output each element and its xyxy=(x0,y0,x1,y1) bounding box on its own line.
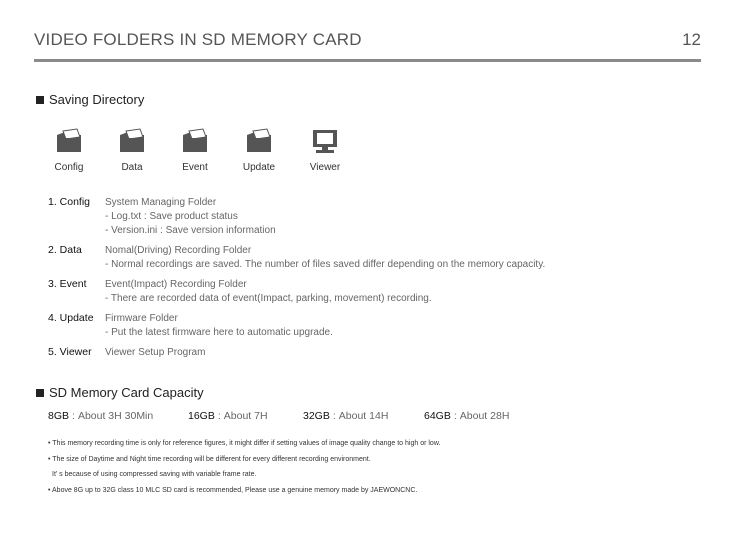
capacity-separator: : xyxy=(332,410,336,422)
page-header xyxy=(34,30,701,66)
capacity-time: About 28H xyxy=(459,410,510,422)
directory-entry-line: Event(Impact) Recording Folder xyxy=(105,279,247,290)
note-line: • This memory recording time is only for reference figures, it might differ if setting values of image quality change to high or low. xyxy=(48,440,441,447)
header-divider xyxy=(34,59,701,62)
directory-entry-name: 4. Update xyxy=(48,312,94,324)
folder-label: Event xyxy=(182,162,208,173)
bullet-square-icon xyxy=(36,389,44,397)
note-line: It' s because of using compressed saving with variable frame rate. xyxy=(52,471,257,478)
capacity-item-32gb xyxy=(303,410,388,422)
folder-icon xyxy=(118,128,146,154)
monitor-icon xyxy=(311,128,339,154)
folder-icon xyxy=(245,128,273,154)
capacity-size: 8GB xyxy=(48,410,70,422)
saving-directory-heading-text: Saving Directory xyxy=(49,92,145,107)
capacity-size: 32GB xyxy=(303,410,330,422)
capacity-item-64gb xyxy=(424,410,509,422)
folder-icon xyxy=(181,128,209,154)
folder-icon-row xyxy=(44,128,354,180)
capacity-separator: : xyxy=(72,410,75,422)
capacity-size: 16GB xyxy=(188,410,215,422)
directory-entry-line: Viewer Setup Program xyxy=(105,347,206,358)
directory-entry-line: - Version.ini : Save version information xyxy=(105,225,276,236)
directory-entry-config xyxy=(48,196,688,238)
directory-entry-viewer xyxy=(48,346,688,360)
note-line: • The size of Daytime and Night time recording will be different for every different recording environment. xyxy=(48,455,371,463)
directory-entry-line: - Normal recordings are saved. The number of files saved differ depending on the memory capacity. xyxy=(105,259,546,270)
folder-update xyxy=(234,128,284,173)
folder-config xyxy=(44,128,94,173)
capacity-time: About 14H xyxy=(338,410,389,422)
capacity-size: 64GB xyxy=(424,410,451,422)
capacity-time: About 3H 30Min xyxy=(77,410,154,422)
directory-entry-line: System Managing Folder xyxy=(105,197,217,208)
directory-entry-line: - Put the latest firmware here to automatic upgrade. xyxy=(105,327,333,338)
folder-label: Viewer xyxy=(309,162,341,173)
folder-label: Data xyxy=(121,162,143,173)
directory-entry-update xyxy=(48,312,688,340)
page-title: VIDEO FOLDERS IN SD MEMORY CARD xyxy=(34,30,362,49)
note-line: • Above 8G up to 32G class 10 MLC SD card is recommended, Please use a genuine memory made by JAEWONCNC. xyxy=(48,486,418,494)
directory-entry-line: Firmware Folder xyxy=(105,313,178,324)
page-number: 12 xyxy=(682,30,701,49)
capacity-item-8gb xyxy=(48,410,153,422)
folder-label: Config xyxy=(54,162,84,173)
saving-directory-heading xyxy=(36,92,144,107)
directory-entry-data xyxy=(48,244,688,272)
capacity-separator: : xyxy=(453,410,457,422)
directory-entry-line: - Log.txt : Save product status xyxy=(105,211,238,222)
sd-capacity-heading xyxy=(36,385,204,400)
capacity-time: About 7H xyxy=(223,410,268,422)
folder-icon xyxy=(55,128,83,154)
directory-entry-line: - There are recorded data of event(Impact, parking, movement) recording. xyxy=(105,293,432,304)
capacity-notes xyxy=(48,436,688,498)
capacity-item-16gb xyxy=(188,410,268,422)
folder-event xyxy=(170,128,220,173)
capacity-separator: : xyxy=(217,410,221,422)
folder-viewer xyxy=(300,128,350,173)
directory-entry-line: Nomal(Driving) Recording Folder xyxy=(105,245,252,256)
directory-entry-name: 3. Event xyxy=(48,278,87,290)
bullet-square-icon xyxy=(36,96,44,104)
directory-entry-name: 1. Config xyxy=(48,196,91,208)
sd-capacity-heading-text: SD Memory Card Capacity xyxy=(49,385,204,400)
directory-list xyxy=(48,196,688,366)
folder-data xyxy=(107,128,157,173)
directory-entry-name: 5. Viewer xyxy=(48,346,92,358)
folder-label: Update xyxy=(242,162,276,173)
directory-entry-name: 2. Data xyxy=(48,244,82,256)
directory-entry-event xyxy=(48,278,688,306)
